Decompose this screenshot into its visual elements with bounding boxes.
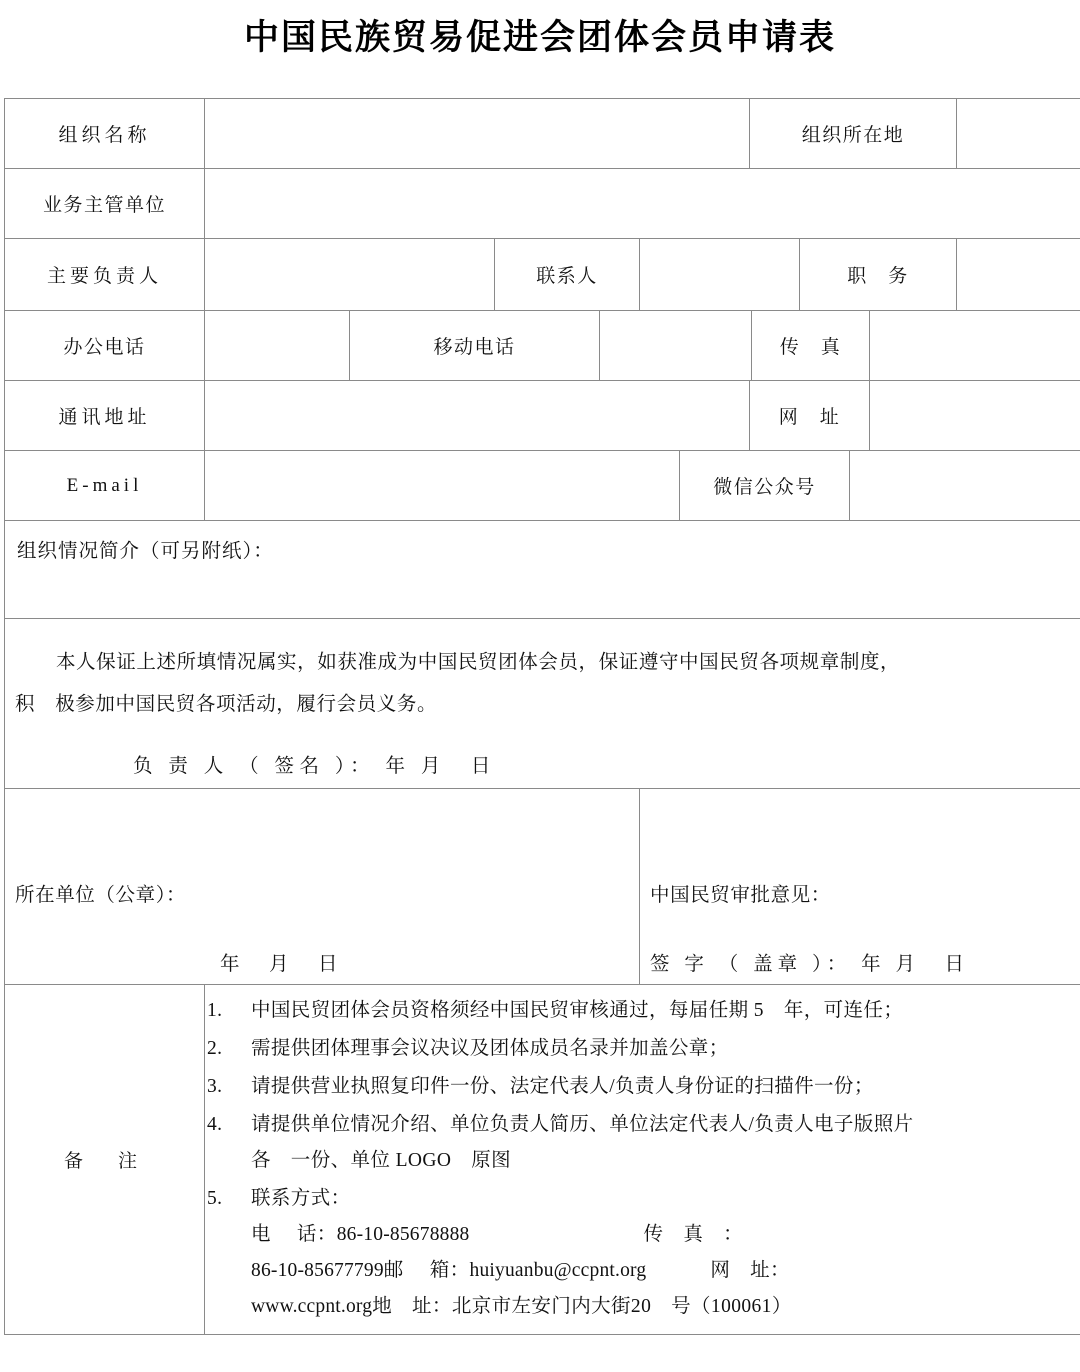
input-website[interactable] bbox=[870, 381, 1080, 451]
list-item bbox=[205, 993, 1080, 1029]
note-number: 2. bbox=[207, 1037, 223, 1059]
label-website: 网 址 bbox=[750, 381, 870, 451]
cell-approval[interactable] bbox=[640, 789, 1080, 985]
table-row-org-name bbox=[5, 99, 1080, 169]
input-org-location[interactable] bbox=[957, 99, 1080, 169]
contact-address-value: 北京市左安门内大街20 号（100061） bbox=[451, 1295, 792, 1317]
contact-phone-label: 电 bbox=[251, 1223, 271, 1245]
contact-email-label2: 箱： bbox=[429, 1259, 470, 1281]
label-supervisor-unit: 业务主管单位 bbox=[5, 169, 205, 239]
contact-details bbox=[251, 1217, 1080, 1325]
label-mail-address: 通讯地址 bbox=[5, 381, 205, 451]
note-text-line2: 各 一份、单位 LOGO 原图 bbox=[251, 1149, 512, 1171]
input-principal[interactable] bbox=[205, 239, 495, 311]
table-row-declaration bbox=[5, 619, 1080, 789]
input-email[interactable] bbox=[205, 451, 680, 521]
contact-fax-label: 传 真 ： bbox=[643, 1223, 744, 1245]
table-row-supervisor-unit bbox=[5, 169, 1080, 239]
note-text: 需提供团体理事会议决议及团体成员名录并加盖公章； bbox=[251, 1037, 729, 1059]
label-notes: 备 注 bbox=[5, 985, 205, 1335]
contact-line-fax-email-web bbox=[251, 1253, 1080, 1289]
input-supervisor-unit[interactable] bbox=[205, 169, 1080, 239]
note-number: 1. bbox=[207, 999, 223, 1021]
unit-seal-date-line[interactable]: 年 月 日 bbox=[220, 954, 343, 976]
table-row-mail-address bbox=[5, 381, 1080, 451]
input-mail-address[interactable] bbox=[205, 381, 750, 451]
label-org-name: 组织名称 bbox=[5, 99, 205, 169]
note-number: 3. bbox=[207, 1075, 223, 1097]
label-email: E-mail bbox=[5, 451, 205, 521]
declaration-paragraph-2: 积 极参加中国民贸各项活动，履行会员义务。 bbox=[15, 693, 438, 715]
list-item bbox=[205, 1069, 1080, 1105]
label-contact-person: 联系人 bbox=[495, 239, 640, 311]
declaration-signature-line[interactable]: 负 责 人 （ 签名 ）： 年 月 日 bbox=[133, 755, 496, 777]
list-item bbox=[205, 1031, 1080, 1067]
list-item bbox=[205, 1107, 1080, 1179]
contact-line-web-address bbox=[251, 1289, 1080, 1325]
note-text: 请提供营业执照复印件一份、法定代表人/负责人身份证的扫描件一份； bbox=[251, 1075, 874, 1097]
contact-website-label: 网 址： bbox=[710, 1259, 790, 1281]
table-row-org-intro bbox=[5, 521, 1080, 619]
note-text: 联系方式： bbox=[251, 1187, 351, 1209]
contact-email-label: 邮 bbox=[383, 1259, 404, 1281]
notes-list bbox=[205, 993, 1080, 1325]
label-org-location: 组织所在地 bbox=[750, 99, 957, 169]
cell-declaration bbox=[5, 619, 1080, 789]
approval-signature-date-line[interactable]: 签 字 （ 盖章 ）： 年 月 日 bbox=[650, 954, 970, 976]
input-office-phone[interactable] bbox=[205, 311, 350, 381]
label-principal: 主要负责人 bbox=[5, 239, 205, 311]
label-fax: 传 真 bbox=[752, 311, 870, 381]
note-text: 中国民贸团体会员资格须经中国民贸审核通过，每届任期 5 年，可连任； bbox=[251, 999, 904, 1021]
input-fax[interactable] bbox=[870, 311, 1080, 381]
declaration-text bbox=[5, 630, 1080, 726]
input-contact-person[interactable] bbox=[640, 239, 800, 311]
note-number: 4. bbox=[207, 1113, 223, 1135]
label-org-intro: 组织情况简介（可另附纸）： bbox=[17, 541, 274, 563]
contact-phone-value: 86-10-85678888 bbox=[336, 1223, 470, 1245]
label-approval: 中国民贸审批意见： bbox=[650, 884, 831, 906]
contact-phone-label2: 话： bbox=[296, 1223, 337, 1245]
input-wechat[interactable] bbox=[850, 451, 1080, 521]
contact-line-phone-fax bbox=[251, 1217, 1080, 1253]
table-row-notes bbox=[5, 985, 1080, 1335]
label-office-phone: 办公电话 bbox=[5, 311, 205, 381]
label-wechat: 微信公众号 bbox=[680, 451, 850, 521]
declaration-paragraph-1: 本人保证上述所填情况属实，如获准成为中国民贸团体会员，保证遵守中国民贸各项规章制度， bbox=[55, 651, 901, 673]
note-text: 请提供单位情况介绍、单位负责人简历、单位法定代表人/负责人电子版照片 bbox=[251, 1113, 914, 1135]
input-org-name[interactable] bbox=[205, 99, 750, 169]
cell-notes bbox=[205, 985, 1080, 1335]
label-position: 职 务 bbox=[800, 239, 957, 311]
table-row-email bbox=[5, 451, 1080, 521]
cell-unit-seal[interactable] bbox=[5, 789, 640, 985]
contact-fax-value: 86-10-85677799 bbox=[251, 1259, 384, 1281]
table-row-phones bbox=[5, 311, 1080, 381]
contact-website-value: www.ccpnt.org bbox=[251, 1295, 373, 1317]
contact-email-value: huiyuanbu@ccpnt.org bbox=[469, 1259, 647, 1281]
input-position[interactable] bbox=[957, 239, 1080, 311]
contact-address-label: 地 址： bbox=[372, 1295, 452, 1317]
label-mobile-phone: 移动电话 bbox=[350, 311, 600, 381]
table-row-principal bbox=[5, 239, 1080, 311]
note-number: 5. bbox=[207, 1187, 223, 1209]
application-form-table bbox=[4, 98, 1080, 1335]
list-item bbox=[205, 1181, 1080, 1325]
cell-org-intro[interactable] bbox=[5, 521, 1080, 619]
page-title: 中国民族贸易促进会团体会员申请表 bbox=[243, 18, 836, 57]
label-unit-seal: 所在单位（公章）： bbox=[15, 884, 187, 906]
table-row-signature-block bbox=[5, 789, 1080, 985]
input-mobile-phone[interactable] bbox=[600, 311, 752, 381]
